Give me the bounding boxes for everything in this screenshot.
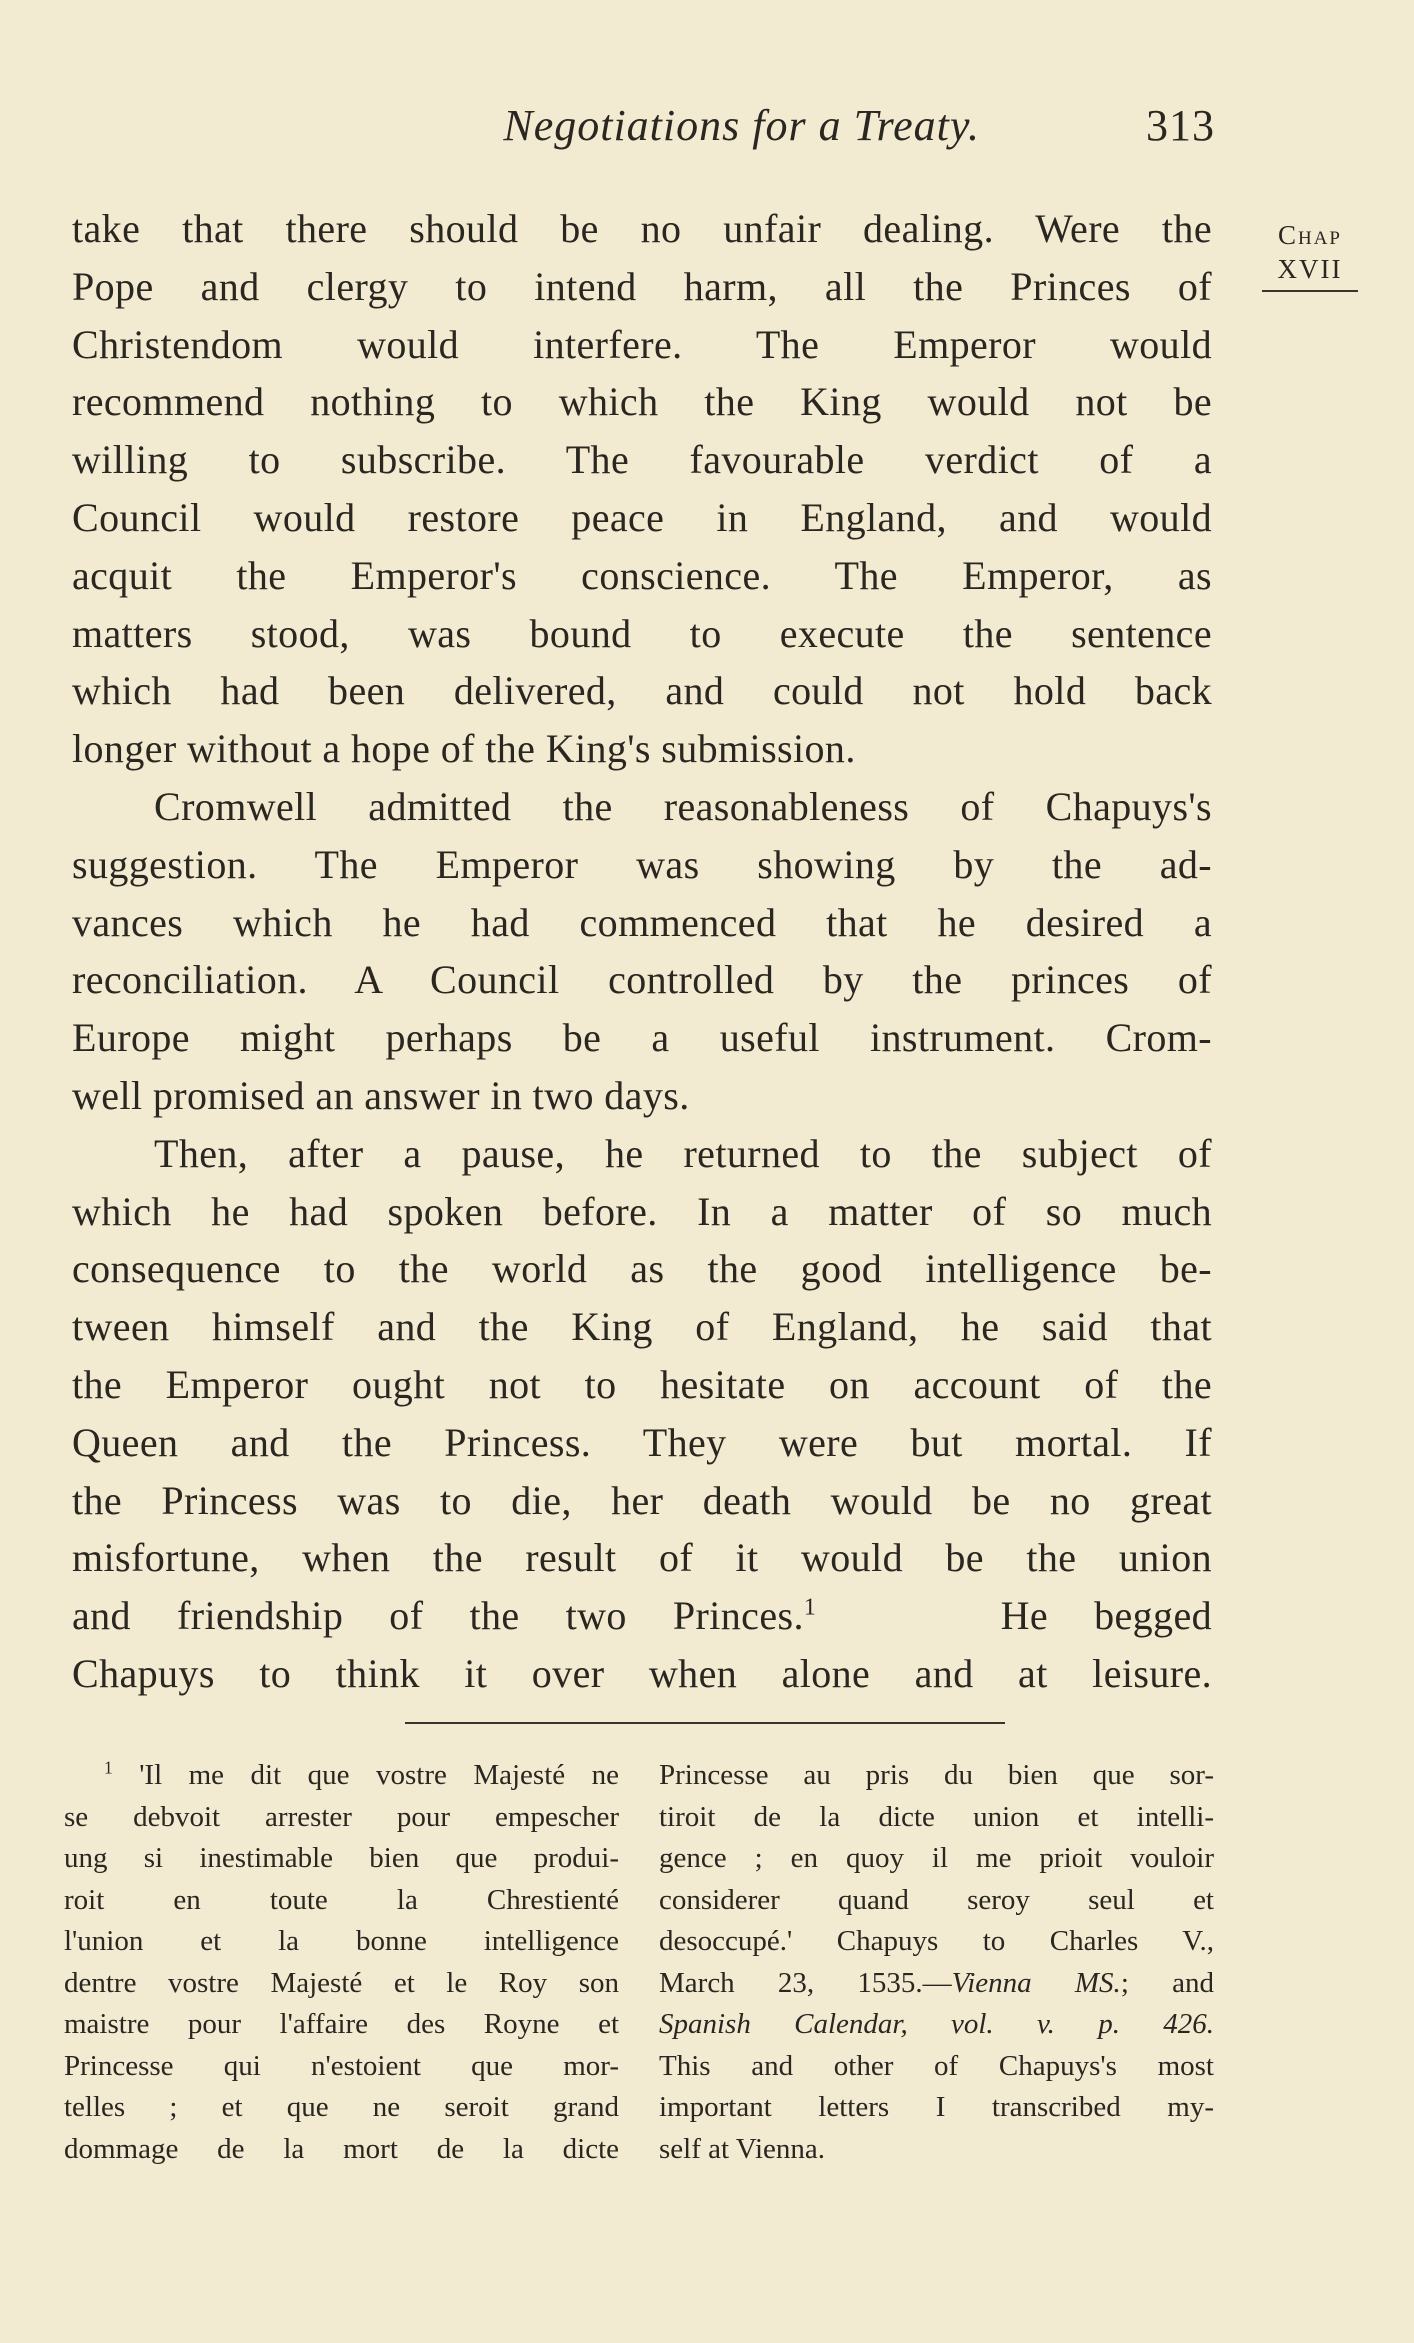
body-line: Pope and clergy to intend harm, all the Princes of <box>72 263 1212 309</box>
footnote-line: considerer quand seroy seul et <box>659 1883 1214 1916</box>
body-line: which had been delivered, and could not hold back <box>72 668 1212 714</box>
chapter-rule <box>1262 290 1358 292</box>
footnote-line: important letters I transcribed my- <box>659 2091 1214 2123</box>
page-number: 313 <box>1146 101 1215 150</box>
chapter-label: Chap <box>1277 220 1343 250</box>
body-line: well promised an answer in two days. <box>72 1072 690 1118</box>
footnote-line: self at Vienna. <box>659 2132 826 2165</box>
body-line: vances which he had commenced that he desired a <box>72 899 1212 945</box>
footnote-line: This and other of Chapuys's most <box>659 2049 1214 2082</box>
running-head <box>70 100 1215 160</box>
footnote-line: Princesse au pris du bien que sor- <box>659 1759 1214 1791</box>
body-line: the Princess was to die, her death would be no great <box>72 1477 1212 1523</box>
footnote-line-text: March 23, 1535.— <box>659 1966 952 1999</box>
footnote-citation: Vienna MS. <box>951 1966 1121 1999</box>
running-title: Negotiations for a Treaty. <box>503 101 980 150</box>
body-line: which he had spoken before. In a matter of so much <box>72 1188 1212 1234</box>
body-line: tween himself and the King of England, he said that <box>72 1304 1212 1350</box>
body-line: Christendom would interfere. The Emperor would <box>72 321 1212 367</box>
body-line: reconciliation. A Council controlled by the princes of <box>72 957 1212 1003</box>
footnote-divider <box>405 1722 1005 1724</box>
footnote-line: desoccupé.' Chapuys to Charles V., <box>659 1925 1214 1957</box>
body-line: longer without a hope of the King's submission. <box>72 726 856 772</box>
footnote-line-text: 'Il me dit que vostre Majesté ne <box>139 1759 619 1791</box>
body-line: Council would restore peace in England, and would <box>72 494 1212 540</box>
body-line: misfortune, when the result of it would be the union <box>72 1535 1212 1581</box>
body-line: willing to subscribe. The favourable verdict of a <box>72 437 1212 483</box>
body-line: suggestion. The Emperor was showing by the ad- <box>72 841 1212 887</box>
footnote-line: telles ; et que ne seroit grand <box>64 2091 619 2123</box>
body-line-text: and friendship of the two Princes. <box>72 1593 804 1639</box>
footnote-line: Princesse qui n'estoient que mor- <box>64 2049 619 2082</box>
footnote-number: 1 <box>104 1757 113 1778</box>
body-line: Cromwell admitted the reasonableness of Chapuys's <box>154 783 1212 829</box>
footnote-line: dommage de la mort de la dicte <box>64 2132 619 2165</box>
body-line: acquit the Emperor's conscience. The Emperor, as <box>72 552 1212 598</box>
body-line: matters stood, was bound to execute the sentence <box>72 610 1212 656</box>
footnote-line: gence ; en quoy il me prioit vouloir <box>659 1842 1214 1874</box>
footnote-line <box>659 1963 1214 2005</box>
footnote-line <box>659 2004 1214 2046</box>
footnote-reference[interactable]: 1 <box>803 1594 817 1621</box>
footnotes <box>64 1755 1214 2175</box>
footnote-line: tiroit de la dicte union et intelli- <box>659 1800 1214 1833</box>
footnote-column-left <box>64 1755 619 2170</box>
body-line: the Emperor ought not to hesitate on account of the <box>72 1361 1212 1407</box>
footnote-line: se debvoit arrester pour empescher <box>64 1800 619 1833</box>
body-line: Europe might perhaps be a useful instrument. Crom- <box>72 1015 1212 1061</box>
body-line: Then, after a pause, he returned to the subject of <box>154 1130 1212 1176</box>
body-line <box>72 1587 1212 1645</box>
body-line: Queen and the Princess. They were but mortal. If <box>72 1419 1212 1465</box>
body-line: Chapuys to think it over when alone and at leisure. <box>72 1650 1212 1696</box>
footnote-line: l'union et la bonne intelligence <box>64 1925 619 1957</box>
footnote-line: dentre vostre Majesté et le Roy son <box>64 1966 619 1999</box>
chapter-marker <box>1262 218 1358 292</box>
footnote-column-right <box>659 1755 1214 2170</box>
footnote-line: ung si inestimable bien que produi- <box>64 1842 619 1874</box>
footnote-line <box>64 1755 619 1797</box>
footnote-line: roit en toute la Chrestienté <box>64 1883 619 1916</box>
body-line-text: He begged <box>1000 1593 1213 1639</box>
body-text <box>72 200 1212 1703</box>
footnote-line: maistre pour l'affaire des Royne et <box>64 2008 619 2040</box>
footnote-line-text: ; and <box>1120 1966 1214 1999</box>
body-line: take that there should be no unfair dealing. Were the <box>72 206 1212 251</box>
body-line: recommend nothing to which the King would not be <box>72 379 1212 425</box>
chapter-number: XVII <box>1277 254 1343 284</box>
footnote-citation: Spanish Calendar, vol. v. p. 426. <box>659 2008 1214 2040</box>
body-line: consequence to the world as the good intelligence be- <box>72 1246 1212 1292</box>
